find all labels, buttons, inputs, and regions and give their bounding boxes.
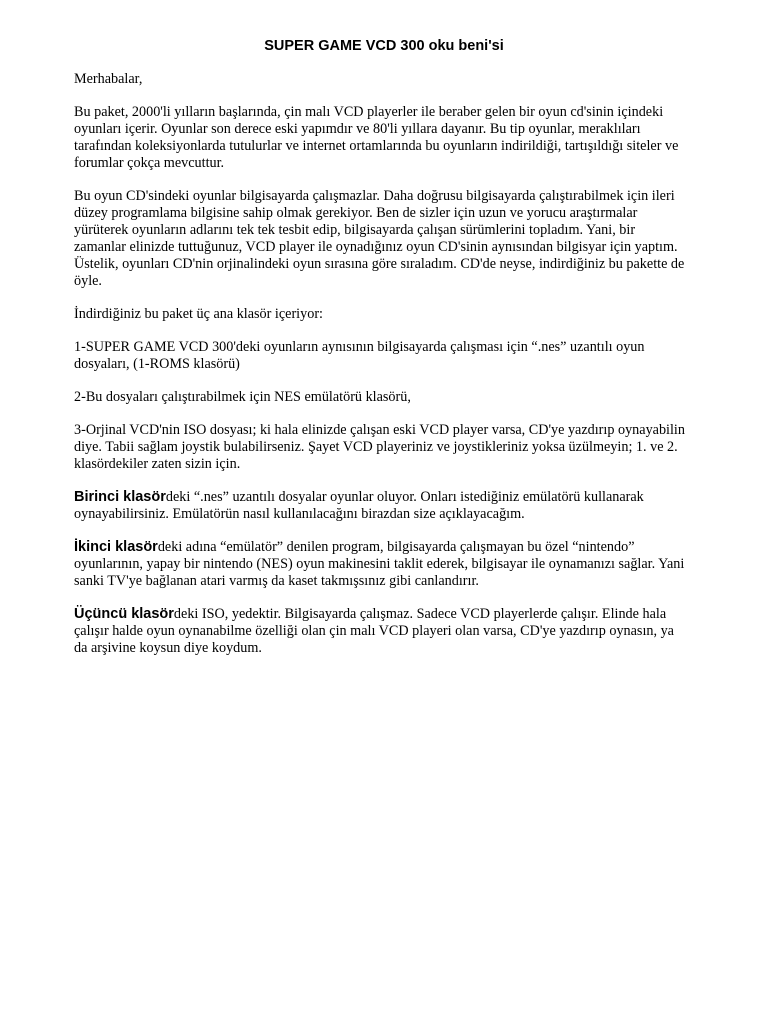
paragraph-folder-1	[74, 489, 690, 523]
folder-1-text-b: oynayabilirsiniz. Emülatörün nasıl kullanılacağını birazdan size açıklayacağım.	[74, 506, 525, 522]
paragraph-intro: Bu paket, 2000'li yılların başlarında, çin malı VCD playerler ile beraber gelen bir oyun cd'sinin içindeki oyunları içerir. Oyunlar son derece eski yapımdır ve 80'li yıllara dayanır. Bu tip oyunlar, meraklıları tarafından koleksiyonlarda tutulurlar ve internet ortamlarında bu oyunların indirildiği, tartışıldığı siteler ve forumlar çokça mevcuttur.	[74, 104, 679, 171]
list-item-iso: 3-Orjinal VCD'nin ISO dosyası; ki hala elinizde çalışan eski VCD player varsa, CD'ye yazdırıp oynayabilin diye. Tabii sağlam joystik bulabilirseniz. Şayet VCD playeriniz ve joystikleriniz yoksa üzülmeyin; 1. ve 2. klasördekiler zaten sizin için.	[74, 422, 685, 472]
folder-2-label: İkinci klasör	[74, 539, 158, 555]
list-item-emulator: 2-Bu dosyaları çalıştırabilmek için NES emülatörü klasörü,	[74, 389, 411, 405]
document-body	[74, 71, 690, 673]
paragraph-folders-intro: İndirdiğiniz bu paket üç ana klasör içeriyor:	[74, 306, 323, 322]
folder-3-label: Üçüncü klasör	[74, 606, 174, 622]
folder-1-text-a: deki “.nes” uzantılı dosyalar oyunlar oluyor. Onları istediğiniz emülatörü kullanarak	[165, 489, 644, 505]
folder-3-text: deki ISO, yedektir. Bilgisayarda çalışmaz. Sadece VCD playerlerde çalışır. Elinde hala çalışır halde oyun oynanabilme özelliği olan çin malı VCD playeri olan varsa, CD'ye yazdırıp oynasın, ya da arşivine koysun diye koydum.	[74, 606, 674, 656]
paragraph-cd-info: Bu oyun CD'sindeki oyunlar bilgisayarda çalışmazlar. Daha doğrusu bilgisayarda çalıştırabilmek için ileri düzey programlama bilgisine sahip olmak gerekiyor. Ben de sizler için uzun ve yorucu araştırmalar yürüterek oyunların adlarını tek tek tesbit edip, bilgisayarda çalışan sürümlerini topladım. Yani, bir zamanlar elinizde tuttuğunuz, VCD player ile oynadığınız oyun CD'sinin aynısından bilgisyar için yaptım. Üstelik, oyunları CD'nin orjinalindeki oyun sırasına göre sıraladım. CD'de neyse, indirdiğiniz bu pakette de öyle.	[74, 188, 685, 289]
greeting: Merhabalar,	[74, 71, 143, 87]
folder-1-label: Birinci klasör	[74, 489, 166, 505]
list-item-roms: 1-SUPER GAME VCD 300'deki oyunların aynısının bilgisayarda çalışması için “.nes” uzantılı oyun dosyaları, (1-ROMS klasörü)	[74, 339, 645, 372]
paragraph-folder-2	[74, 539, 690, 590]
document-title: SUPER GAME VCD 300 oku beni'si	[264, 38, 504, 54]
paragraph-folder-3	[74, 606, 690, 657]
folder-2-text: deki adına “emülatör” denilen program, bilgisayarda çalışmayan bu özel “nintendo” oyunlarının, yapay bir nintendo (NES) oyun makinesini taklit ederek, bilgisayar ile oynamanızı sağlar. Yani sanki TV'ye bağlanan atari varmış da kaset takmışsınız gibi canlandırır.	[74, 539, 685, 589]
